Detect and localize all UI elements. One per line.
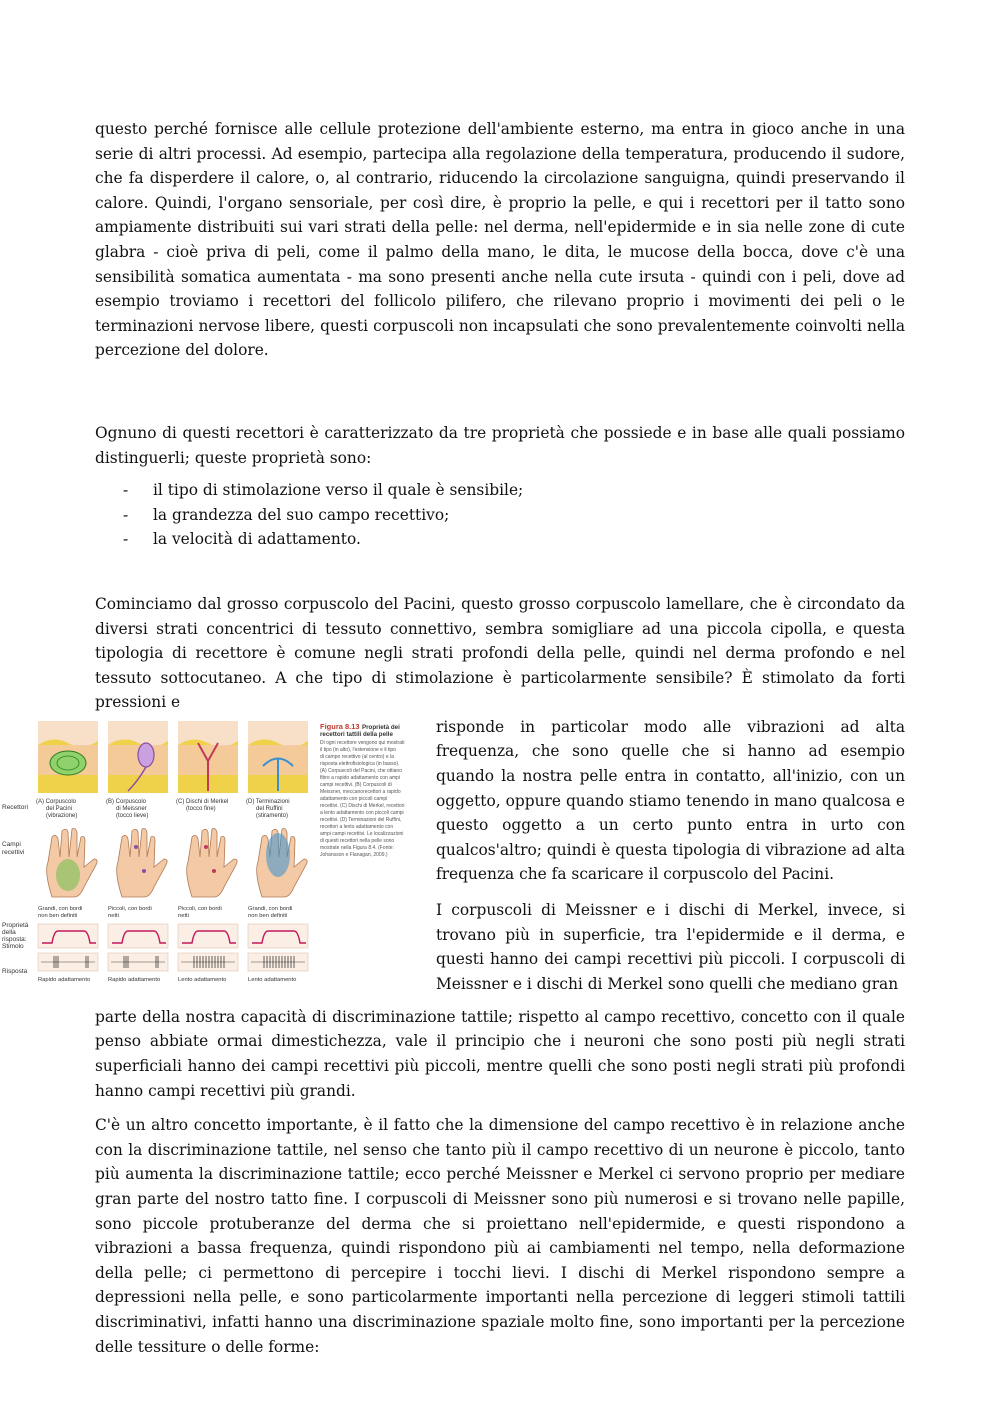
paragraph-receptor-properties: Ognuno di questi recettori è caratterizzato da tre proprietà che possiede e in base alle quali possiamo distinguerli; queste proprietà sono: — [95, 423, 905, 467]
paragraph-skin-functions: questo perché fornisce alle cellule protezione dell'ambiente esterno, ma entra in gioco anche in una serie di altri processi. Ad esempio, partecipa alla regolazione della temperatura, producendo il sudore, che fa disperdere il calore, o, al contrario, riducendo la circolazione sanguigna, quindi preservando il calore. Quindi, l'organo sensoriale, per così dire, è proprio la pelle, e qui i recettori per il tatto sono ampiamente distribuiti sui vari strati della pelle: nel derma, nell'epidermide e in sia nelle zone di cute glabra - cioè priva di peli, come il palmo della mano, le dita, le mucose della bocca, dove c'è una sensibilità somatica aumentata - ma sono presenti anche nella cute irsuta - quindi con i peli, dove ad esempio troviamo i recettori del follicolo pilifero, che rilevano proprio i movimenti dei peli o le terminazioni nervose libere, questi corpuscoli non incapsulati che sono prevalentemente coinvolti nella percezione del dolore. — [95, 120, 905, 360]
figure-caption-line: fibre a rapido adattamento con ampi — [320, 774, 401, 781]
row-label-proprieta: risposta: — [2, 935, 27, 943]
row-label-risposta: Risposta — [2, 967, 28, 975]
row-label-proprieta: Proprietà — [2, 921, 29, 929]
receptive-field-large — [266, 833, 290, 877]
row-label-proprieta: della — [2, 928, 16, 936]
figure-caption-line: adattamento con piccoli campi — [320, 795, 388, 802]
adaptation-label: Lento adattamento — [178, 976, 227, 983]
paragraph-discrimination: C'è un altro concetto importante, è il fatto che la dimensione del campo recettivo è in relazione anche con la discriminazione tattile, nel senso che tanto più il campo recettivo di un neurone è piccolo, tanto più aumenta la discriminazione tattile; ecco perché Meissner e Merkel ci servono proprio per mediare gran parte del nostro tatto fine. I corpuscoli di Meissner sono più numerosi e si trovano nelle papille, sono piccole protuberanze del derma che si proiettano nell'epidermide, e questi rispondono a vibrazioni a bassa frequenza, quindi rispondono più ai cambiamenti nel tempo, nella deformazione della pelle; ci permettono di percepire i tocchi lievi. I dischi di Merkel rispondono sempre a depressioni nella pelle, e sono particolarmente importanti nella percezione di leggeri stimoli tattili discriminativi, infatti hanno una discriminazione spaziale molto fine, sono importanti per la percezione delle tessiture o delle forme: — [95, 1116, 905, 1356]
list-item: - la velocità di adattamento. — [123, 530, 361, 549]
page-body — [2, 117, 905, 1359]
column-name: (tocco fine) — [186, 805, 216, 812]
figure-caption-line: recettivi. (C) Dischi di Merkel, recettori — [320, 802, 405, 809]
figure-caption-line: recettori a lento adattamento con — [320, 823, 394, 830]
figure-caption-title: Figura 8.13 — [320, 721, 360, 731]
figure-tactile-receptors — [0, 721, 420, 991]
figure-with-text — [2, 715, 905, 1005]
column-name: (tocco lieve) — [116, 812, 149, 819]
paragraph-pacini-continued: risponde in particolar modo alle vibrazioni ad alta frequenza, che sono quelle che si hanno ad esempio quando la nostra pelle entra in contatto, all'inizio, con un oggetto, oppure quando stiamo tenendo in mano qualcosa e questo oggetto a un certo punto entra in urto con qualcos'altro; quindi è questa tipologia di vibrazione ad alta frequenza che fa scaricare il corpuscolo del Pacini. — [436, 717, 905, 884]
skin-block-dermis — [108, 745, 168, 775]
figure-caption-line: a lento adattamento con piccoli campi — [320, 809, 404, 816]
hand-receptive-field-icon — [117, 828, 167, 897]
column-name: (stiramento) — [256, 812, 289, 819]
field-description: Piccoli, con bordi — [178, 905, 222, 912]
field-description: Piccoli, con bordi — [108, 905, 152, 912]
field-description: Grandi, con bordi — [248, 905, 293, 912]
row-label-campi: Campi — [2, 840, 21, 848]
properties-list — [95, 478, 905, 552]
column-name: (vibrazione) — [46, 812, 78, 819]
list-item: - il tipo di stimolazione verso il quale è sensibile; — [123, 481, 524, 500]
figure-caption-line: di campo recettivo (al centro) e la — [320, 753, 394, 760]
figure-caption-line: di questi recettori nella pelle sono — [320, 837, 395, 844]
adaptation-label: Lento adattamento — [248, 976, 297, 983]
figure-caption-line: mostrate nella Figura 8.4. (Fonte: — [320, 844, 394, 851]
paragraph-receptive-fields: parte della nostra capacità di discriminazione tattile; rispetto al campo recettivo, concetto con il quale penso abbiate ormai dimestichezza, vale il principio che i neuroni che sono posti più negli strati superficiali hanno dei campi recettivi più piccoli, mentre quelli che sono posti negli strati più profondi hanno campi recettivi più grandi. — [95, 1007, 905, 1100]
field-description: Grandi, con bordi — [38, 905, 83, 912]
figure-caption-line: ampi campi recettivi. Le localizzazioni — [320, 830, 404, 837]
figure-caption-line: campi recettivi. (B) Corpuscoli di — [320, 781, 392, 788]
figure-caption-title: Proprietà dei — [362, 723, 400, 731]
hand-receptive-field-icon — [187, 828, 237, 897]
field-description: non ben definiti — [248, 912, 288, 919]
list-item: - la grandezza del suo campo recettivo; — [123, 505, 450, 524]
float-text — [436, 715, 905, 997]
figure-caption-line: Johansson e Flanagan, 2009.) — [320, 851, 388, 858]
paragraph-meissner-merkel-start: I corpuscoli di Meissner e i dischi di Merkel, invece, si trovano più in superficie, tra l'epidermide e il derma, e questi hanno dei campi recettivi più piccoli. I corpuscoli di Meissner e i dischi di Merkel sono quelli che mediano gran — [436, 901, 905, 993]
figure-caption-line: il tipo (in alto), l'estensione e il tipo — [320, 746, 396, 753]
column-name: del Pacini — [46, 805, 73, 812]
row-label-campi: recettivi — [2, 848, 25, 856]
receptive-field-small — [142, 869, 146, 873]
column-name: di Meissner — [116, 805, 147, 812]
receptive-field-small — [204, 845, 208, 849]
adaptation-label: Rapido adattamento — [38, 976, 91, 983]
column-letter: (D) Terminazioni — [246, 798, 290, 805]
receptive-field-small — [134, 845, 138, 849]
row-label-recettori: Recettori — [2, 803, 29, 811]
column-name: del Ruffini — [256, 805, 283, 812]
field-description: non ben definiti — [38, 912, 78, 919]
column-letter: (A) Corpuscolo — [36, 798, 77, 805]
paragraph-pacini: Cominciamo dal grosso corpuscolo del Pacini, questo grosso corpuscolo lamellare, che è circondato da diversi strati concentrici di tessuto connettivo, sembra somigliare ad una piccola cipolla, e questa tipologia di recettore è comune negli strati profondi della pelle, quindi nel derma profondo e nel tessuto sottocutaneo. A che tipo di stimolazione è particolarmente sensibile? È stimolato da forti pressioni e — [95, 594, 905, 712]
receptive-field-large — [56, 859, 80, 891]
column-letter: (B) Corpuscolo — [106, 798, 147, 805]
figure-caption-line: recettivi. (D) Terminazioni del Ruffini, — [320, 816, 402, 823]
column-letter: (C) Dischi di Merkel — [176, 798, 229, 805]
figure-caption-line: (A) Corpuscoli del Pacini, che ottiano — [320, 767, 402, 774]
figure-caption-line: risposta elettrofisiologica (in basso). — [320, 760, 400, 767]
field-description: netti — [108, 912, 119, 919]
adaptation-label: Rapido adattamento — [108, 976, 161, 983]
receptive-field-small — [212, 869, 216, 873]
figure-caption-line: Di ogni recettore vengono qui mostrati — [320, 739, 405, 746]
pacini-corpuscle-icon — [50, 751, 86, 775]
meissner-corpuscle-icon — [138, 743, 154, 767]
row-label-stimolo: Stimolo — [2, 942, 24, 950]
field-description: netti — [178, 912, 189, 919]
figure-caption-title: recettori tattili della pelle — [320, 730, 393, 738]
figure-caption-line: Meissner, meccanorecettori a rapido — [320, 788, 401, 795]
